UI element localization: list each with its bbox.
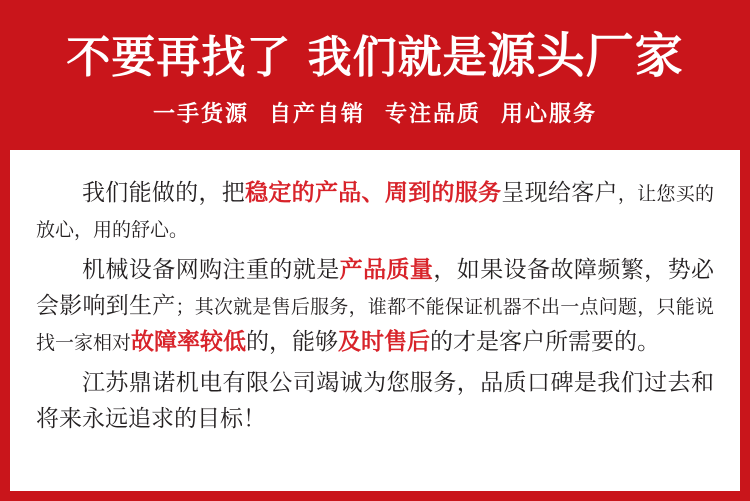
p1-highlight-1: 稳定的产品、周到的服务 [245, 180, 502, 206]
p2-highlight-2: 故障率较低 [131, 328, 247, 355]
p3-seg-1: 江苏鼎诺机电有限公司竭诚为您服务，品质口碑是我们过去和将来永远追求的目标！ [36, 370, 714, 432]
subline-item-0: 一手货源 [152, 101, 249, 127]
subline-item-1: 自产自销 [268, 101, 365, 127]
headline [66, 30, 683, 83]
content-card [10, 150, 740, 491]
p2-highlight-3: 及时售后 [338, 328, 431, 355]
p2-seg-1: 机械设备网购注重的就是 [82, 257, 340, 284]
subline-item-3: 用心服务 [501, 101, 598, 127]
headline-emphasis-text: 源头厂家 [487, 28, 684, 84]
p2-seg-2: ，如果设备故障频繁，势必会影响到生产 [36, 257, 715, 319]
paragraph-3 [36, 366, 714, 437]
p1-seg-2: 呈现给客户 [501, 180, 618, 206]
paragraph-1 [36, 176, 714, 247]
p2-highlight-1: 产品质量 [339, 257, 434, 284]
banner-header [0, 0, 750, 148]
p2-seg-5: 的才是客户所需要的。 [430, 328, 661, 355]
p1-seg-1: 我们能做的，把 [82, 180, 246, 206]
subline-item-2: 专注品质 [385, 101, 482, 127]
paragraph-2 [36, 253, 714, 360]
p1-seg-3: ，让您买的放心 [36, 183, 715, 241]
p2-seg-4: 的，能够 [246, 328, 339, 355]
headline-plain-text: 不要再找了 我们就是 [66, 32, 488, 83]
p1-seg-4: ，用的舒心。 [74, 218, 189, 241]
subline [143, 97, 607, 128]
p2-seg-3: ；其次就是售后服务，谁都不能保证机器不出一点问题，只能说找一家相对 [36, 295, 714, 354]
